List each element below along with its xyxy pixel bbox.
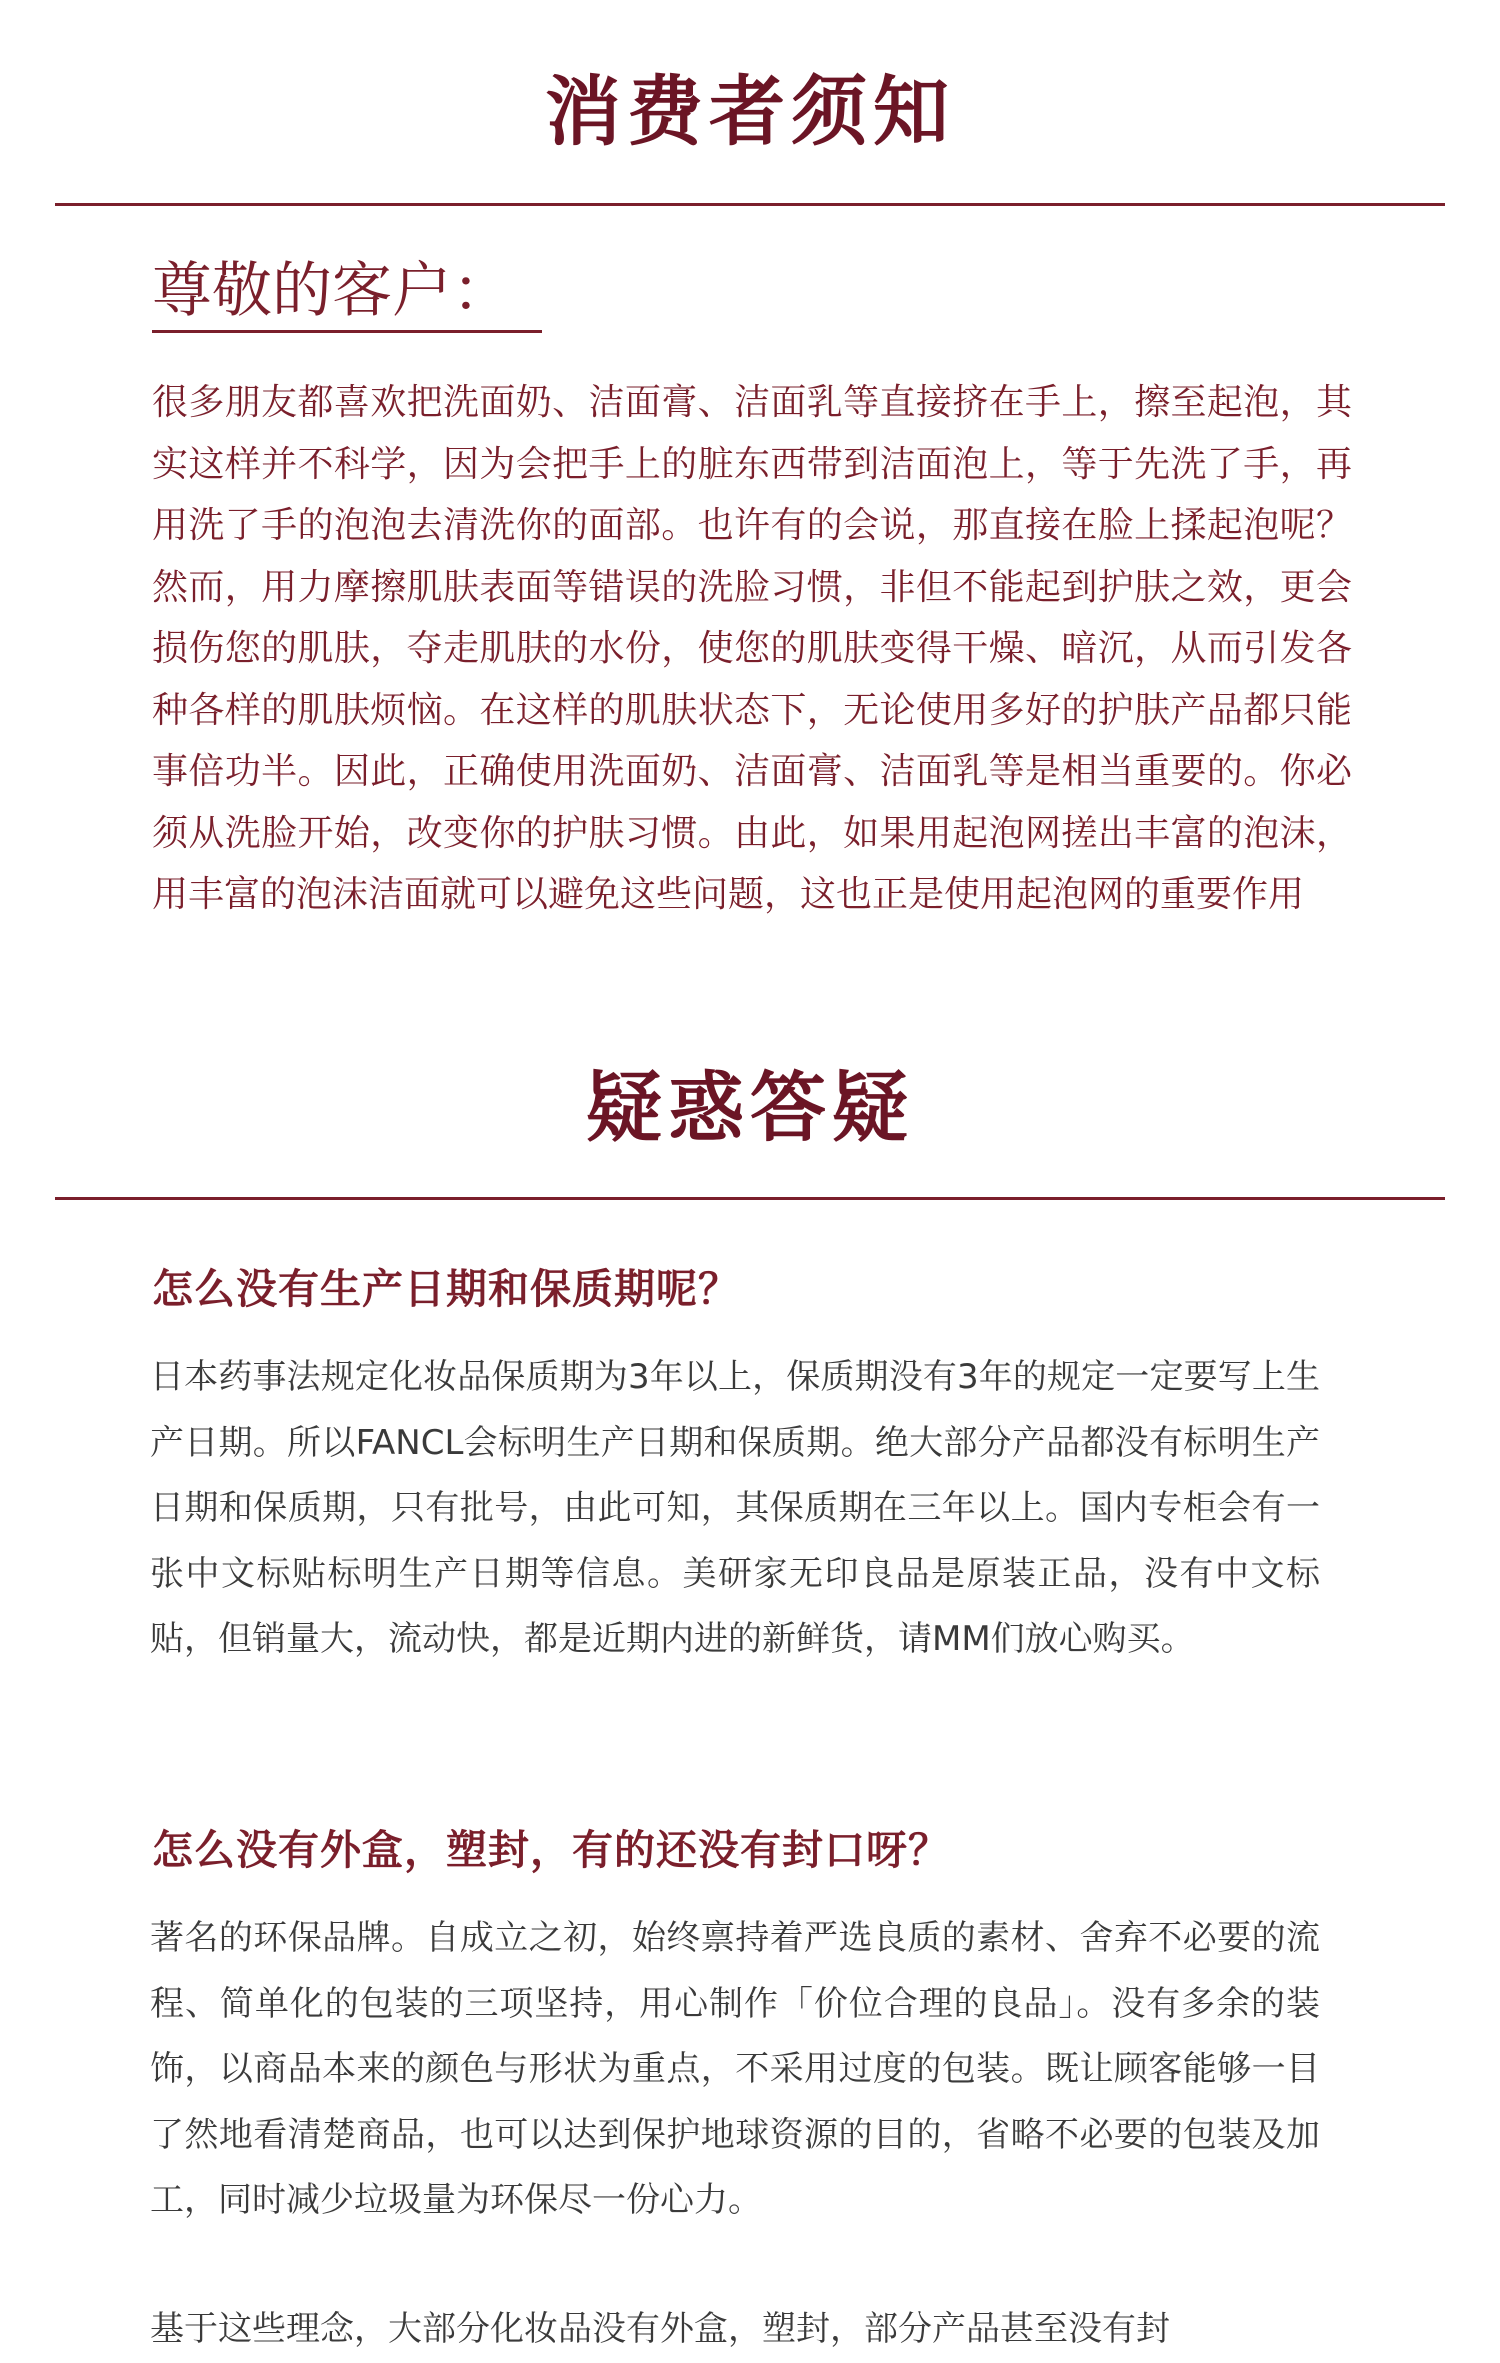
faq-answer-2: 著名的环保品牌。自成立之初，始终禀持着严选良质的素材、舍弃不必要的流程、简单化的包装的三项坚持，用心制作「价位合理的良品」。没有多余的装饰，以商品本来的颜色与形状为重点，不采用过度的包装。既让顾客能够一目了然地看清楚商品，也可以达到保护地球资源的目的，省略不必要的包装及加工，同时减少垃圾量为环保尽一份心力。 — [150, 1918, 1320, 2220]
faq-answer-1: 日本药事法规定化妆品保质期为3年以上，保质期没有3年的规定一定要写上生产日期。所以FANCL会标明生产日期和保质期。绝大部分产品都没有标明生产日期和保质期，只有批号，由此可知，其保质期在三年以上。国内专柜会有一张中文标贴标明生产日期等信息。美研家无印良品是原装正品，没有中文标贴，但销量大，流动快，都是近期内进的新鲜货，请MM们放心购买。 — [150, 1357, 1320, 1659]
title-divider — [55, 203, 1445, 206]
consumer-notice-title: 消费者须知 — [545, 67, 955, 156]
faq-question-1: 怎么没有生产日期和保质期呢？ — [152, 1265, 740, 1313]
greeting: 尊敬的客户： — [152, 256, 512, 326]
faq-answer-2-continued: 基于这些理念，大部分化妆品没有外盒，塑封，部分产品甚至没有封 — [150, 2309, 1170, 2349]
faq-title: 疑惑答疑 — [586, 1063, 914, 1152]
consumer-notice-body: 很多朋友都喜欢把洗面奶、洁面膏、洁面乳等直接挤在手上，擦至起泡，其实这样并不科学，因为会把手上的脏东西带到洁面泡上，等于先洗了手，再用洗了手的泡泡去清洗你的面部。也许有的会说，那直接在脸上揉起泡呢？然而，用力摩擦肌肤表面等错误的洗脸习惯，非但不能起到护肤之效，更会损伤您的肌肤，夺走肌肤的水份，使您的肌肤变得干燥、暗沉，从而引发各种各样的肌肤烦恼。在这样的肌肤状态下，无论使用多好的护肤产品都只能事倍功半。因此，正确使用洗面奶、洁面膏、洁面乳等是相当重要的。你必须从洗脸开始，改变你的护肤习惯。由此，如果用起泡网搓出丰富的泡沫，用丰富的泡沫洁面就可以避免这些问题，这也正是使用起泡网的重要作用 — [152, 382, 1352, 915]
greeting-underline — [152, 330, 542, 333]
faq-question-2: 怎么没有外盒，塑封，有的还没有封口呀？ — [152, 1826, 950, 1874]
faq-divider — [55, 1197, 1445, 1200]
